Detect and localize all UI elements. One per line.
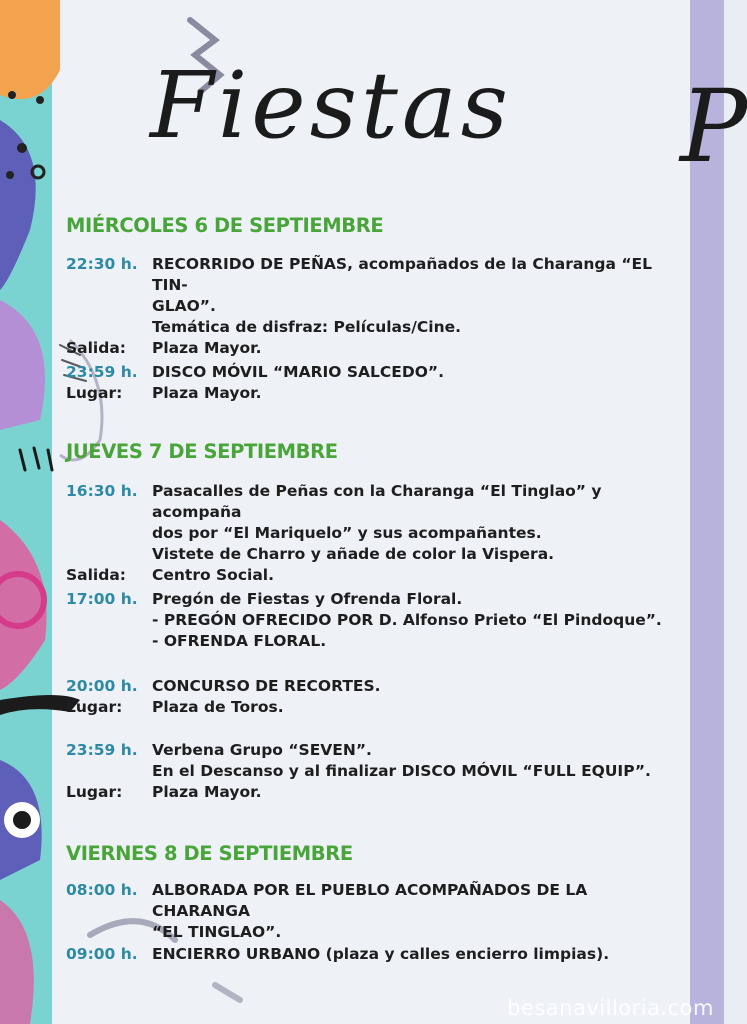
event-row (66, 565, 666, 586)
event-time (66, 296, 152, 317)
event-item (66, 880, 666, 943)
event-row (66, 338, 666, 359)
event-text: Plaza Mayor. (152, 339, 262, 357)
event-item (66, 254, 666, 359)
event-row (66, 880, 666, 922)
event-text: - PREGÓN OFRECIDO POR D. Alfonso Prieto “El Pindoque”. (152, 611, 662, 629)
watermark: besanavilloria.com (507, 996, 714, 1020)
event-time: 08:00 h. (66, 881, 138, 899)
event-text: ALBORADA POR EL PUEBLO ACOMPAÑADOS DE LA CHARANGA (152, 881, 588, 920)
event-row (66, 296, 666, 317)
event-item (66, 362, 666, 404)
event-label: Lugar: (66, 783, 123, 801)
event-text: CONCURSO DE RECORTES. (152, 677, 381, 695)
event-row (66, 544, 666, 565)
title-tail: P (680, 68, 747, 185)
event-time: 17:00 h. (66, 590, 138, 608)
event-text: En el Descanso y al finalizar DISCO MÓVIL “FULL EQUIP”. (152, 762, 651, 780)
event-row (66, 922, 666, 943)
event-label: Lugar: (66, 384, 123, 402)
event-text: RECORRIDO DE PEÑAS, acompañados de la Charanga “EL TIN- (152, 255, 653, 294)
event-time: 23:59 h. (66, 741, 138, 759)
event-text: - OFRENDA FLORAL. (152, 632, 327, 650)
event-row (66, 317, 666, 338)
event-time: 22:30 h. (66, 255, 138, 273)
event-time (66, 631, 152, 652)
event-time (66, 544, 152, 565)
event-row (66, 589, 666, 610)
event-row (66, 481, 666, 523)
event-item (66, 589, 666, 652)
event-row (66, 383, 666, 404)
event-item (66, 676, 666, 718)
event-text: Pasacalles de Peñas con la Charanga “El Tinglao” y acompaña (152, 482, 602, 521)
event-text: DISCO MÓVIL “MARIO SALCEDO”. (152, 363, 444, 381)
event-time: 09:00 h. (66, 945, 138, 963)
event-text: Plaza Mayor. (152, 783, 262, 801)
event-row (66, 697, 666, 718)
event-row (66, 944, 666, 965)
event-text: Temática de disfraz: Películas/Cine. (152, 318, 462, 336)
event-text: Plaza de Toros. (152, 698, 284, 716)
event-label: Lugar: (66, 698, 123, 716)
event-time (66, 523, 152, 544)
event-text: GLAO”. (152, 297, 216, 315)
event-text: Plaza Mayor. (152, 384, 262, 402)
event-text: Verbena Grupo “SEVEN”. (152, 741, 372, 759)
event-text: Vistete de Charro y añade de color la Vispera. (152, 545, 555, 563)
event-time: 16:30 h. (66, 482, 138, 500)
event-text: ENCIERRO URBANO (plaza y calles encierro limpias). (152, 945, 610, 963)
event-item (66, 740, 666, 803)
event-row (66, 631, 666, 652)
title-fiestas: Fiestas (150, 52, 512, 159)
event-row (66, 740, 666, 761)
event-row (66, 610, 666, 631)
event-time (66, 610, 152, 631)
event-time (66, 922, 152, 943)
day-heading: VIERNES 8 DE SEPTIEMBRE (66, 842, 353, 865)
day-heading: MIÉRCOLES 6 DE SEPTIEMBRE (66, 214, 384, 237)
event-row (66, 782, 666, 803)
event-text: “EL TINGLAO”. (152, 923, 282, 941)
event-text: Pregón de Fiestas y Ofrenda Floral. (152, 590, 463, 608)
event-row (66, 362, 666, 383)
event-row (66, 523, 666, 544)
event-row (66, 254, 666, 296)
event-time (66, 761, 152, 782)
event-label: Salida: (66, 339, 127, 357)
day-heading: JUEVES 7 DE SEPTIEMBRE (66, 440, 338, 463)
event-time (66, 317, 152, 338)
event-time: 20:00 h. (66, 677, 138, 695)
event-label: Salida: (66, 566, 127, 584)
event-row (66, 676, 666, 697)
event-time: 23:59 h. (66, 363, 138, 381)
event-row (66, 761, 666, 782)
event-text: dos por “El Mariquelo” y sus acompañantes. (152, 524, 542, 542)
event-item (66, 481, 666, 586)
event-item (66, 944, 666, 965)
event-text: Centro Social. (152, 566, 274, 584)
